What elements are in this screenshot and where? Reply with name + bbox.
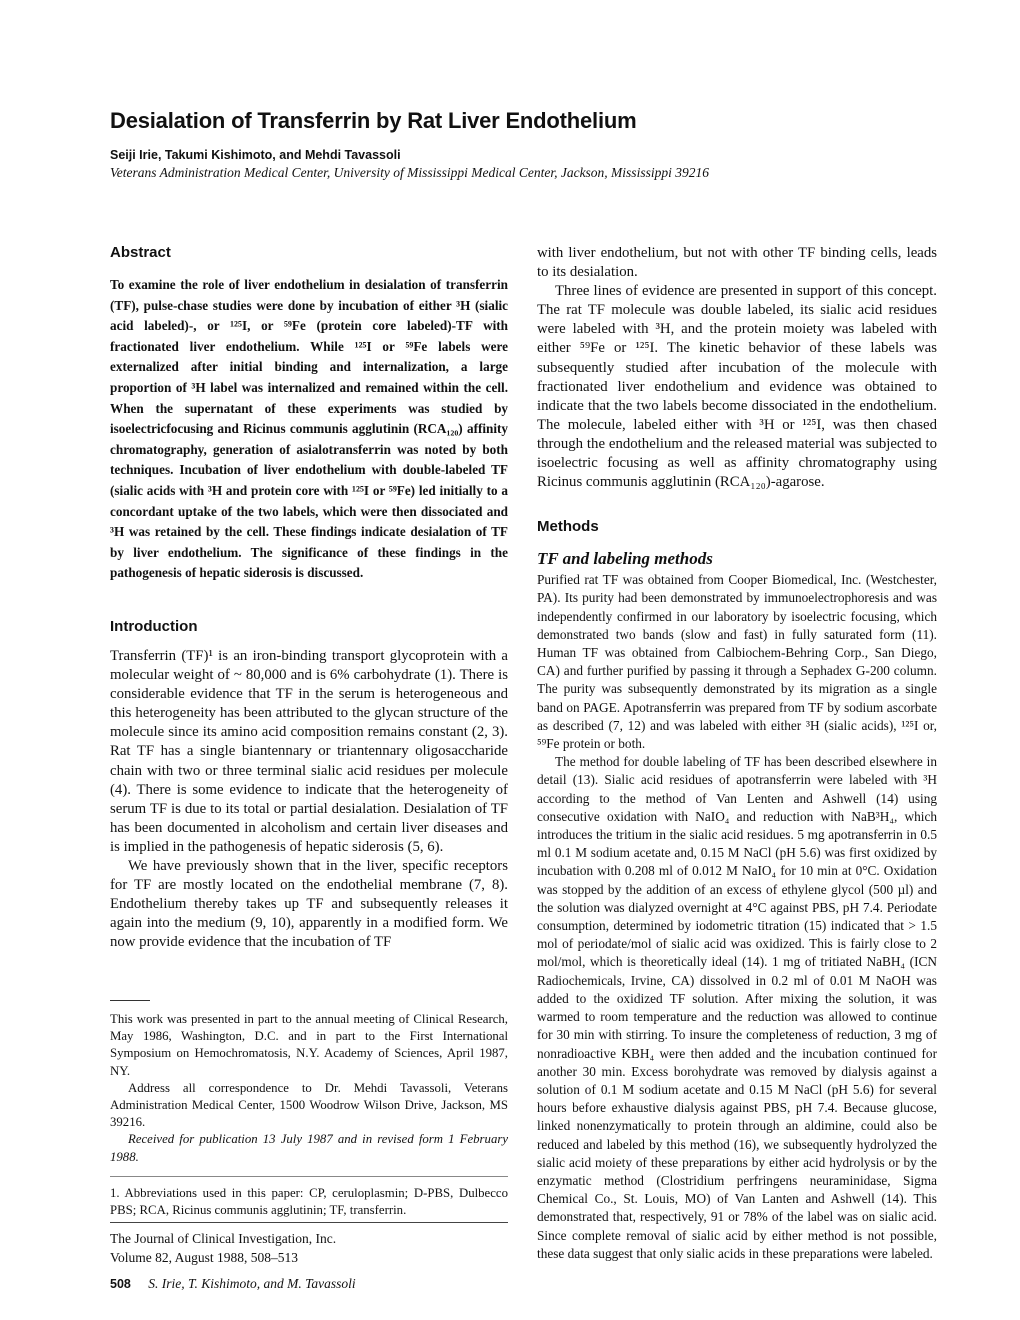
- introduction-heading: Introduction: [110, 618, 198, 635]
- methods-paragraph-1: Purified rat TF was obtained from Cooper Biomedical, Inc. (Westchester, PA). Its purity had been demonstrated by immunoelectrophoresis and was independently confirmed in our laboratory by isoelectric focusing, which demonstrated two bands (slow and fast) in fully saturated form (11). Human TF was obtained from Calbiochem-Behring Corp., San Diego, CA) and further purified by passing it through a Sephadex G-200 column. The purity was subsequently demonstrated by its migration as a single band on PAGE. Apotransferrin was prepared from TF by sodium ascorbate as described (7, 12) and was labeled with either ³H (sialic acids), ¹²⁵I or, ⁵⁹Fe protein or both.: [537, 572, 937, 752]
- article-title: Desialation of Transferrin by Rat Liver Endothelium: [110, 108, 637, 133]
- footnote-presentation: This work was presented in part to the annual meeting of Clinical Research, May 1986, Washington, D.C. and in part to the First International Symposium on Hemochromatosis, N.Y. Academy of Sciences, April 1987, NY.: [110, 1012, 508, 1078]
- footnote-abbreviations: 1. Abbreviations used in this paper: CP, ceruloplasmin; D-PBS, Dulbecco PBS; RCA, Ricinus communis agglutinin; TF, transferrin.: [110, 1185, 508, 1218]
- footnote-rule: [110, 1000, 150, 1001]
- journal-name: The Journal of Clinical Investigation, Inc.: [110, 1231, 337, 1246]
- right-column: [537, 244, 937, 1263]
- methods-paragraph-2: The method for double labeling of TF has been described elsewhere in detail (13). Sialic acid residues of apotransferrin were labeled with ³H according to the method of Van Lenten and Ashwell (14) using consecutive oxidation with NaIO₄ and reduction with NaB³H₄, which introduces the tritium in the sialic acid residues. 5 mg apotransferrin in 0.5 ml 0.1 M sodium acetate and, 0.15 M NaCl (pH 5.6) was first oxidized by incubation with 0.208 ml of 0.012 M NaIO₄ for 10 min at 0°C. Oxidation was stopped by the addition of an excess of ethylene glycol (500 µl) and the solution was dialyzed overnight at 4°C against PBS, pH 7.4. Periodate consumption, determined by iodometric titration (15) indicated that > 1.5 mol of periodate/mol of sialic acid was oxidized. This is fairly close to 2 mol/mol, which is theoretically ideal (14). 1 mg of tritiated NaBH₄ (ICN Radiochemicals, Irvine, CA) dissolved in 0.2 ml of 0.01 M NaOH was added to the oxidized TF solution. After mixing the solution, it was warmed to room temperature and the reduction was allowed to continue for 30 min with stirring. To insure the completeness of reduction, 3 mg of nonradioactive KBH₄ were then added and the incubation continued for another 30 min. Excess borohydrate was removed by dialysis against a solution of 0.1 M sodium acetate and 0.15 M NaCl (pH 5.6) for several hours before exhaustive dialysis against PBS, pH 7.4. Because glucose, linked nonenzymatically to protein through an aldimine, could also be reduced and labeled by this method (16), we subsequently hydrolyzed the sialic acid moiety of these preparations by either acid hydrolysis or by the enzymatic method (Clostridium perfringens neuraminidase, Sigma Chemical Co., St. Louis, MO) of Van Lanten and Ashwell (14). This demonstrated that, respectively, 91 or 78% of the label was on sialic acid. Since complete removal of sialic acid by either method is not possible, these data suggest that only sialic acids in these preparations were labeled.: [537, 754, 937, 1261]
- abstract-section: [110, 244, 508, 584]
- running-authors: S. Irie, T. Kishimoto, and M. Tavassoli: [148, 1276, 356, 1291]
- footnote-correspondence: Address all correspondence to Dr. Mehdi Tavassoli, Veterans Administration Medical Center, 1500 Woodrow Wilson Drive, Jackson, MS 39216.: [110, 1080, 508, 1130]
- journal-rule: [110, 1222, 508, 1223]
- footnote-received: Received for publication 13 July 1987 and in revised form 1 February 1988.: [110, 1132, 508, 1164]
- intro-evidence-paragraph: Three lines of evidence are presented in support of this concept. The rat TF molecule was double labeled, its sialic acid residues were labeled with ³H, and the protein moiety was labeled with either ⁵⁹Fe or ¹²⁵I. The kinetic behavior of these labels was subsequently studied after incubation of the molecule with fractionated liver endothelium and evidence was obtained to indicate that the two labels become dissociated in the endothelium. The molecule, labeled either with ³H or ¹²⁵I, was then chased through the endothelium and the released material was subjected to isoelectric focusing as well as affinity chromatography using Ricinus communis agglutinin (RCA₁₂₀)-agarose.: [537, 283, 937, 491]
- methods-subheading: TF and labeling methods: [537, 549, 713, 569]
- methods-heading: Methods: [537, 518, 599, 536]
- intro-paragraph-1: Transferrin (TF)¹ is an iron-binding transport glycoprotein with a molecular weight of ~ 80,000 and is 6% carbohydrate (1). There is considerable evidence that TF in the serum is heterogeneous and this heterogeneity has been attributed to the glycan structure of the molecule since its amino acid composition remains constant (2, 3). Rat TF has a single biantennary or triantennary oligosaccharide chain with two or three terminal sialic acid residues per molecule (4). There is some evidence to indicate that the heterogeneity of serum TF is due to its total or partial desialation. Desialation of TF has been documented in alcoholism and certain liver diseases and is implied in the pathogenesis of hepatic siderosis (5, 6).: [110, 648, 508, 855]
- abstract-heading: Abstract: [110, 244, 171, 261]
- journal-info: [110, 1222, 508, 1267]
- footnote-separator: [110, 1176, 508, 1177]
- journal-volume: Volume 82, August 1988, 508–513: [110, 1250, 299, 1265]
- introduction-section: [110, 618, 508, 953]
- affiliation: Veterans Administration Medical Center, University of Mississippi Medical Center, Jackson, Mississippi 39216: [110, 165, 709, 180]
- abstract-text: To examine the role of liver endothelium in desialation of transferrin (TF), pulse-chase studies were done by incubation of either ³H (sialic acid labeled)-, or ¹²⁵I, or ⁵⁹Fe (protein core labeled)-TF with fractionated liver endothelium. While ¹²⁵I or ⁵⁹Fe labels were externalized after initial binding and internalization, a large proportion of ³H label was internalized and remained within the cell. When the supernatant of these experiments was studied by isoelectricfocusing and Ricinus communis agglutinin (RCA₁₂₀) affinity chromatography, generation of asialotransferrin was noted by both techniques. Incubation of liver endothelium with double-labeled TF (sialic acids with ³H and protein core with ¹²⁵I or ⁵⁹Fe) led initially to a concordant uptake of the two labels, which were then dissociated and ³H was retained by the cell. These findings indicate desialation of TF by liver endothelium. The significance of these findings in the pathogenesis of hepatic siderosis is discussed.: [110, 277, 508, 581]
- author-list: Seiji Irie, Takumi Kishimoto, and Mehdi Tavassoli: [110, 148, 401, 162]
- intro-continuation: with liver endothelium, but not with other TF binding cells, leads to its desialation.: [537, 245, 937, 281]
- page-number: 508: [110, 1277, 131, 1291]
- page-footer: [110, 1276, 356, 1292]
- intro-paragraph-2: We have previously shown that in the liver, specific receptors for TF are mostly located on the endothelial membrane (7, 8). Endothelium thereby takes up TF and subsequently releases it again into the medium (9, 10), apparently in a modified form. We now provide evidence that the incubation of TF: [110, 858, 508, 951]
- footnotes: [110, 1000, 508, 1219]
